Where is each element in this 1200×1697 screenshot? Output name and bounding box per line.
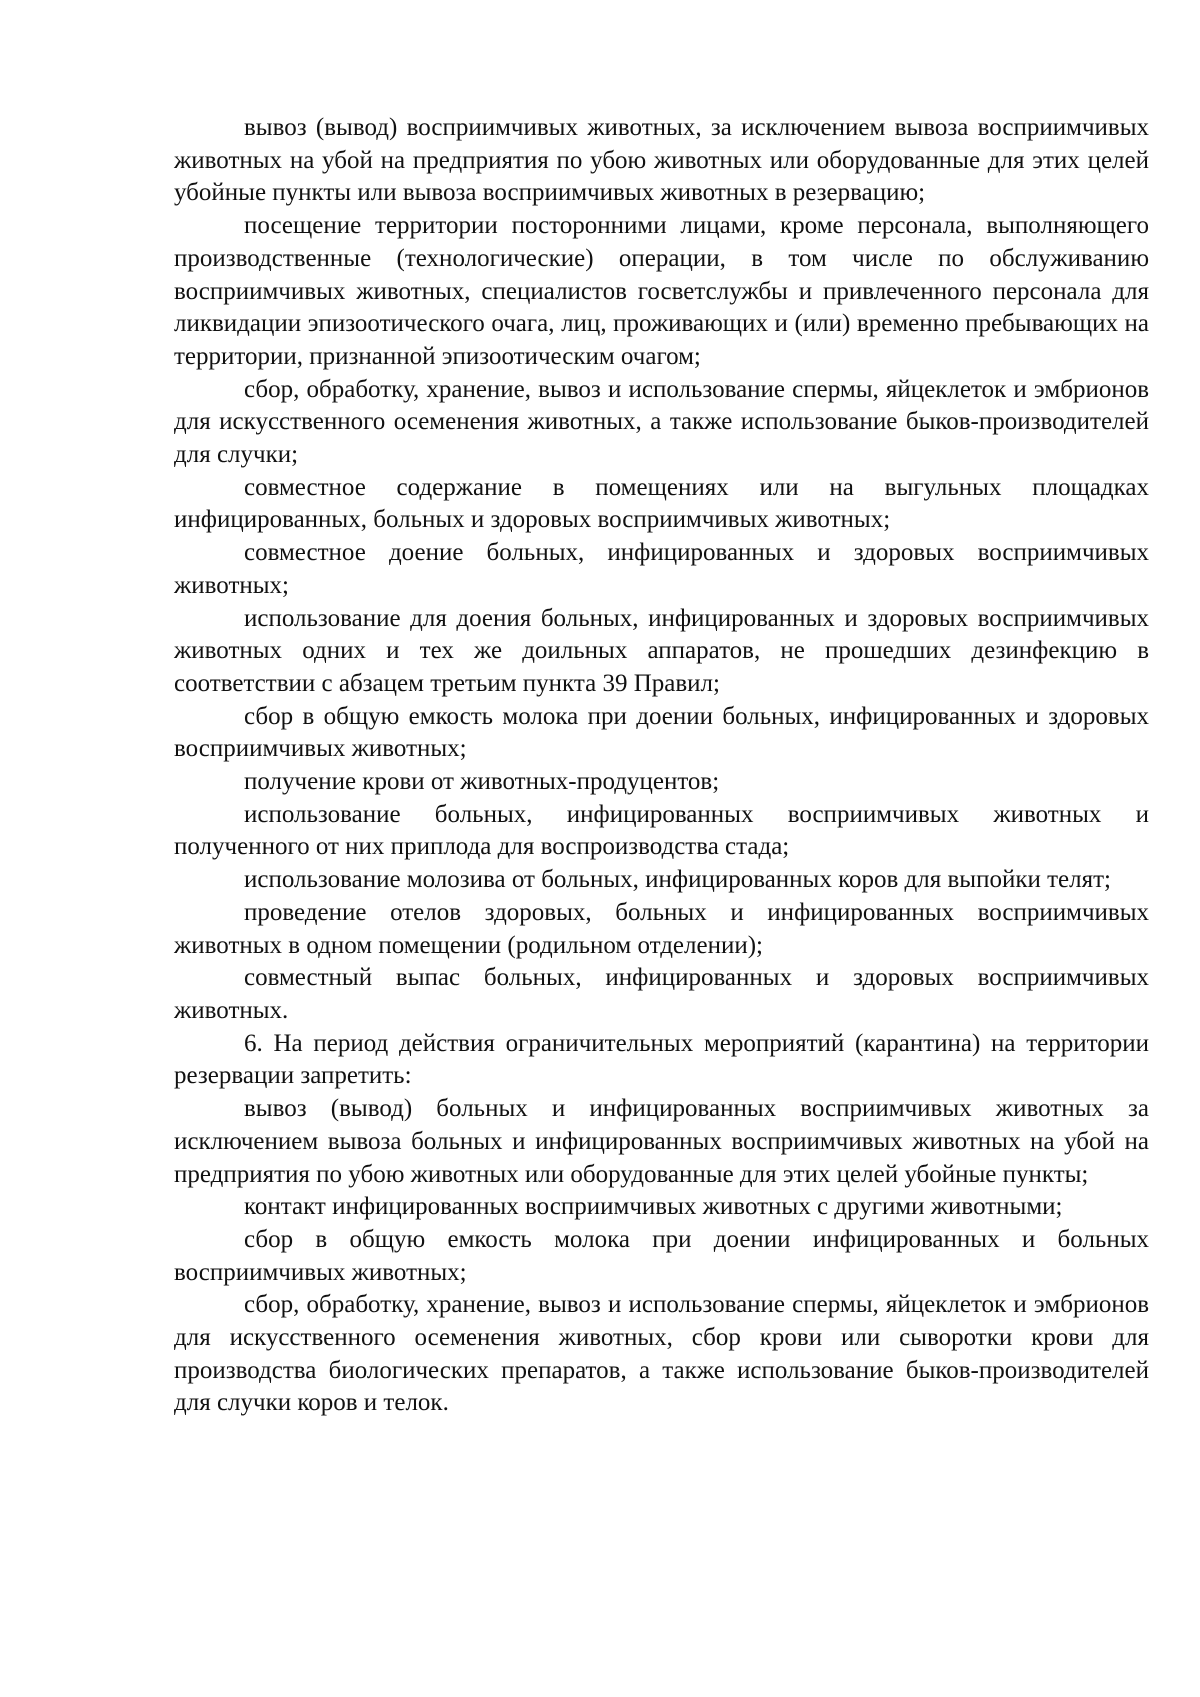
document-page	[174, 112, 1149, 1420]
paragraph-3: сбор, обработку, хранение, вывоз и использование спермы, яйцеклеток и эмбрионов для искусственного осеменения животных, а также использование быков-производителей для случки;	[174, 375, 1149, 469]
paragraph-12: совместный выпас больных, инфицированных и здоровых восприимчивых животных.	[174, 964, 1149, 1024]
paragraph-6: использование для доения больных, инфицированных и здоровых восприимчивых животных одних и тех же доильных аппаратов, не прошедших дезинфекцию в соответствии с абзацем третьим пункта 39 Правил;	[174, 604, 1149, 697]
paragraph-11: проведение отелов здоровых, больных и инфицированных восприимчивых животных в одном помещении (родильном отделении);	[174, 898, 1149, 959]
paragraph-9: использование больных, инфицированных восприимчивых животных и полученного от них приплода для воспроизводства стада;	[174, 800, 1149, 861]
paragraph-13: 6. На период действия ограничительных мероприятий (карантина) на территории резервации запретить:	[174, 1029, 1149, 1090]
paragraph-15: контакт инфицированных восприимчивых животных с другими животными;	[244, 1193, 1063, 1221]
paragraph-5: совместное доение больных, инфицированных и здоровых восприимчивых животных;	[174, 539, 1149, 599]
paragraph-10: использование молозива от больных, инфицированных коров для выпойки телят;	[244, 866, 1111, 894]
paragraph-17: сбор, обработку, хранение, вывоз и использование спермы, яйцеклеток и эмбрионов для искусственного осеменения животных, сбор крови или сыворотки крови для производства биологических препаратов, а также использование быков-производителей для случки коров и телок.	[174, 1291, 1149, 1417]
paragraph-7: сбор в общую емкость молока при доении больных, инфицированных и здоровых восприимчивых животных;	[174, 702, 1149, 763]
paragraph-2: посещение территории посторонними лицами, кроме персонала, выполняющего производственные (технологические) операции, в том числе по обслуживанию восприимчивых животных, специалистов госветслужбы и привлеченного персонала для ликвидации эпизоотического очага, лиц, проживающих и (или) временно пребывающих на территории, признанной эпизоотическим очагом;	[174, 212, 1149, 370]
paragraph-4: совместное содержание в помещениях или на выгульных площадках инфицированных, больных и здоровых восприимчивых животных;	[174, 473, 1149, 534]
paragraph-16: сбор в общую емкость молока при доении инфицированных и больных восприимчивых животных;	[174, 1225, 1149, 1286]
paragraph-8: получение крови от животных-продуцентов;	[244, 768, 720, 796]
paragraph-14: вывоз (вывод) больных и инфицированных восприимчивых животных за исключением вывоза больных и инфицированных восприимчивых животных на убой на предприятия по убою животных или оборудованные для этих целей убойные пункты;	[174, 1095, 1149, 1188]
paragraph-1: вывоз (вывод) восприимчивых животных, за исключением вывоза восприимчивых животных на убой на предприятия по убою животных или оборудованные для этих целей убойные пункты или вывоза восприимчивых животных в резервацию;	[174, 114, 1149, 207]
